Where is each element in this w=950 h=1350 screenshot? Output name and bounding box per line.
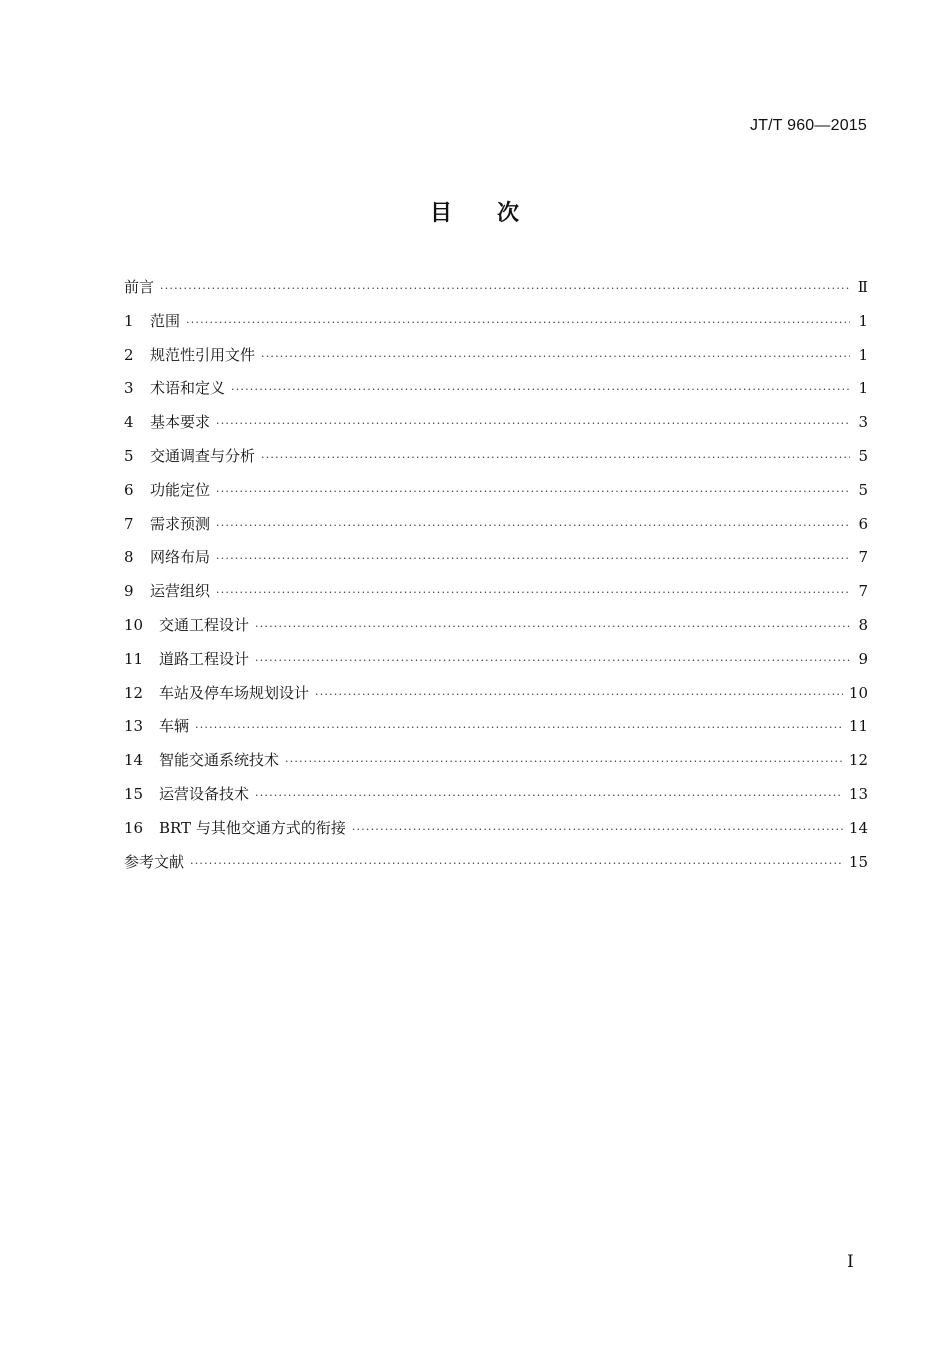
toc-entry-number: 13 bbox=[124, 717, 144, 736]
toc-entry-2[interactable] bbox=[124, 339, 868, 373]
toc-entry-label: 网络布局 bbox=[150, 548, 211, 567]
toc-entry-12[interactable] bbox=[124, 677, 868, 711]
toc-leader-dots bbox=[255, 779, 843, 813]
toc-entry-page: 1 bbox=[858, 345, 868, 364]
toc-entry-label: 规范性引用文件 bbox=[150, 345, 256, 364]
toc-leader-dots bbox=[190, 847, 843, 881]
toc-entry-11[interactable] bbox=[124, 643, 868, 677]
toc-leader-dots bbox=[261, 340, 850, 374]
toc-entry-14[interactable] bbox=[124, 744, 868, 778]
toc-entry-page: 12 bbox=[848, 751, 868, 770]
toc-leader-dots bbox=[255, 610, 850, 644]
page-title bbox=[0, 196, 950, 227]
toc-entry-13[interactable] bbox=[124, 710, 868, 744]
toc-leader-dots bbox=[160, 272, 850, 306]
toc-entry-number: 2 bbox=[124, 345, 134, 364]
toc-entry-page: 1 bbox=[858, 311, 868, 330]
toc-entry-number: 10 bbox=[124, 615, 144, 634]
toc-entry-label: 运营组织 bbox=[150, 582, 211, 601]
toc-entry-number: 3 bbox=[124, 379, 134, 398]
toc-leader-dots bbox=[231, 373, 850, 407]
toc-entry-label: 智能交通系统技术 bbox=[159, 751, 280, 770]
toc-leader-dots bbox=[216, 475, 850, 509]
toc-entry-label: 参考文献 bbox=[124, 852, 185, 871]
toc-entry-16[interactable] bbox=[124, 812, 868, 846]
toc-entry-label: 基本要求 bbox=[150, 413, 211, 432]
toc-entry-7[interactable] bbox=[124, 508, 868, 542]
toc-entry-label: 车辆 bbox=[159, 717, 190, 736]
toc-leader-dots bbox=[255, 644, 850, 678]
toc-entry-number: 4 bbox=[124, 413, 134, 432]
page-title-char-2: 次 bbox=[497, 201, 521, 226]
toc-entry-page: 7 bbox=[858, 548, 868, 567]
page-number: I bbox=[847, 1252, 854, 1272]
toc-entry-number: 16 bbox=[124, 818, 144, 837]
toc-entry-number: 15 bbox=[124, 784, 144, 803]
toc-entry-references[interactable] bbox=[124, 846, 868, 880]
toc-entry-page: 14 bbox=[848, 818, 868, 837]
toc-entry-15[interactable] bbox=[124, 778, 868, 812]
toc-entry-number: 8 bbox=[124, 548, 134, 567]
toc-entry-page: 15 bbox=[848, 852, 868, 871]
standard-code: JT/T 960—2015 bbox=[749, 117, 867, 134]
toc-entry-page: 3 bbox=[858, 413, 868, 432]
toc-entry-number: 14 bbox=[124, 751, 144, 770]
toc-entry-page: 5 bbox=[858, 480, 868, 499]
toc-entry-label: 交通调查与分析 bbox=[150, 446, 256, 465]
toc-leader-dots bbox=[315, 678, 843, 712]
toc-entry-page: 5 bbox=[858, 446, 868, 465]
toc-entry-number: 11 bbox=[124, 649, 144, 668]
table-of-contents bbox=[124, 271, 868, 879]
toc-entry-9[interactable] bbox=[124, 575, 868, 609]
toc-entry-page: 13 bbox=[848, 784, 868, 803]
toc-leader-dots bbox=[216, 407, 850, 441]
toc-entry-label: 功能定位 bbox=[150, 480, 211, 499]
toc-entry-label: 前言 bbox=[124, 278, 155, 296]
page-title-char-1: 目 bbox=[429, 201, 453, 226]
toc-entry-page: Ⅱ bbox=[857, 278, 868, 296]
toc-entry-label: 交通工程设计 bbox=[159, 615, 250, 634]
toc-entry-label: 道路工程设计 bbox=[159, 649, 250, 668]
toc-entry-page: 8 bbox=[858, 615, 868, 634]
toc-entry-number: 1 bbox=[124, 311, 134, 330]
toc-entry-4[interactable] bbox=[124, 406, 868, 440]
toc-entry-10[interactable] bbox=[124, 609, 868, 643]
toc-entry-page: 11 bbox=[848, 717, 868, 736]
toc-entry-number: 7 bbox=[124, 514, 134, 533]
toc-leader-dots bbox=[216, 576, 850, 610]
toc-entry-page: 6 bbox=[858, 514, 868, 533]
toc-entry-label: 术语和定义 bbox=[150, 379, 226, 398]
toc-entry-8[interactable] bbox=[124, 541, 868, 575]
toc-entry-number: 6 bbox=[124, 480, 134, 499]
toc-leader-dots bbox=[216, 542, 850, 576]
toc-leader-dots bbox=[261, 441, 850, 475]
toc-entry-page: 9 bbox=[858, 649, 868, 668]
toc-entry-3[interactable] bbox=[124, 372, 868, 406]
toc-entry-label: 需求预测 bbox=[150, 514, 211, 533]
toc-entry-number: 9 bbox=[124, 582, 134, 601]
toc-entry-label: 车站及停车场规划设计 bbox=[159, 683, 310, 702]
toc-leader-dots bbox=[352, 813, 843, 847]
toc-entry-foreword[interactable] bbox=[124, 271, 868, 305]
toc-leader-dots bbox=[186, 306, 850, 340]
toc-entry-page: 1 bbox=[858, 379, 868, 398]
toc-entry-number: 5 bbox=[124, 446, 134, 465]
toc-entry-label: 运营设备技术 bbox=[159, 784, 250, 803]
toc-entry-5[interactable] bbox=[124, 440, 868, 474]
toc-entry-page: 7 bbox=[858, 582, 868, 601]
toc-leader-dots bbox=[216, 509, 850, 543]
toc-leader-dots bbox=[195, 711, 843, 745]
toc-entry-page: 10 bbox=[848, 683, 868, 702]
toc-entry-6[interactable] bbox=[124, 474, 868, 508]
toc-leader-dots bbox=[285, 745, 843, 779]
toc-entry-label: BRT 与其他交通方式的衔接 bbox=[159, 818, 346, 837]
toc-entry-1[interactable] bbox=[124, 305, 868, 339]
toc-entry-number: 12 bbox=[124, 683, 144, 702]
toc-entry-label: 范围 bbox=[150, 311, 181, 330]
